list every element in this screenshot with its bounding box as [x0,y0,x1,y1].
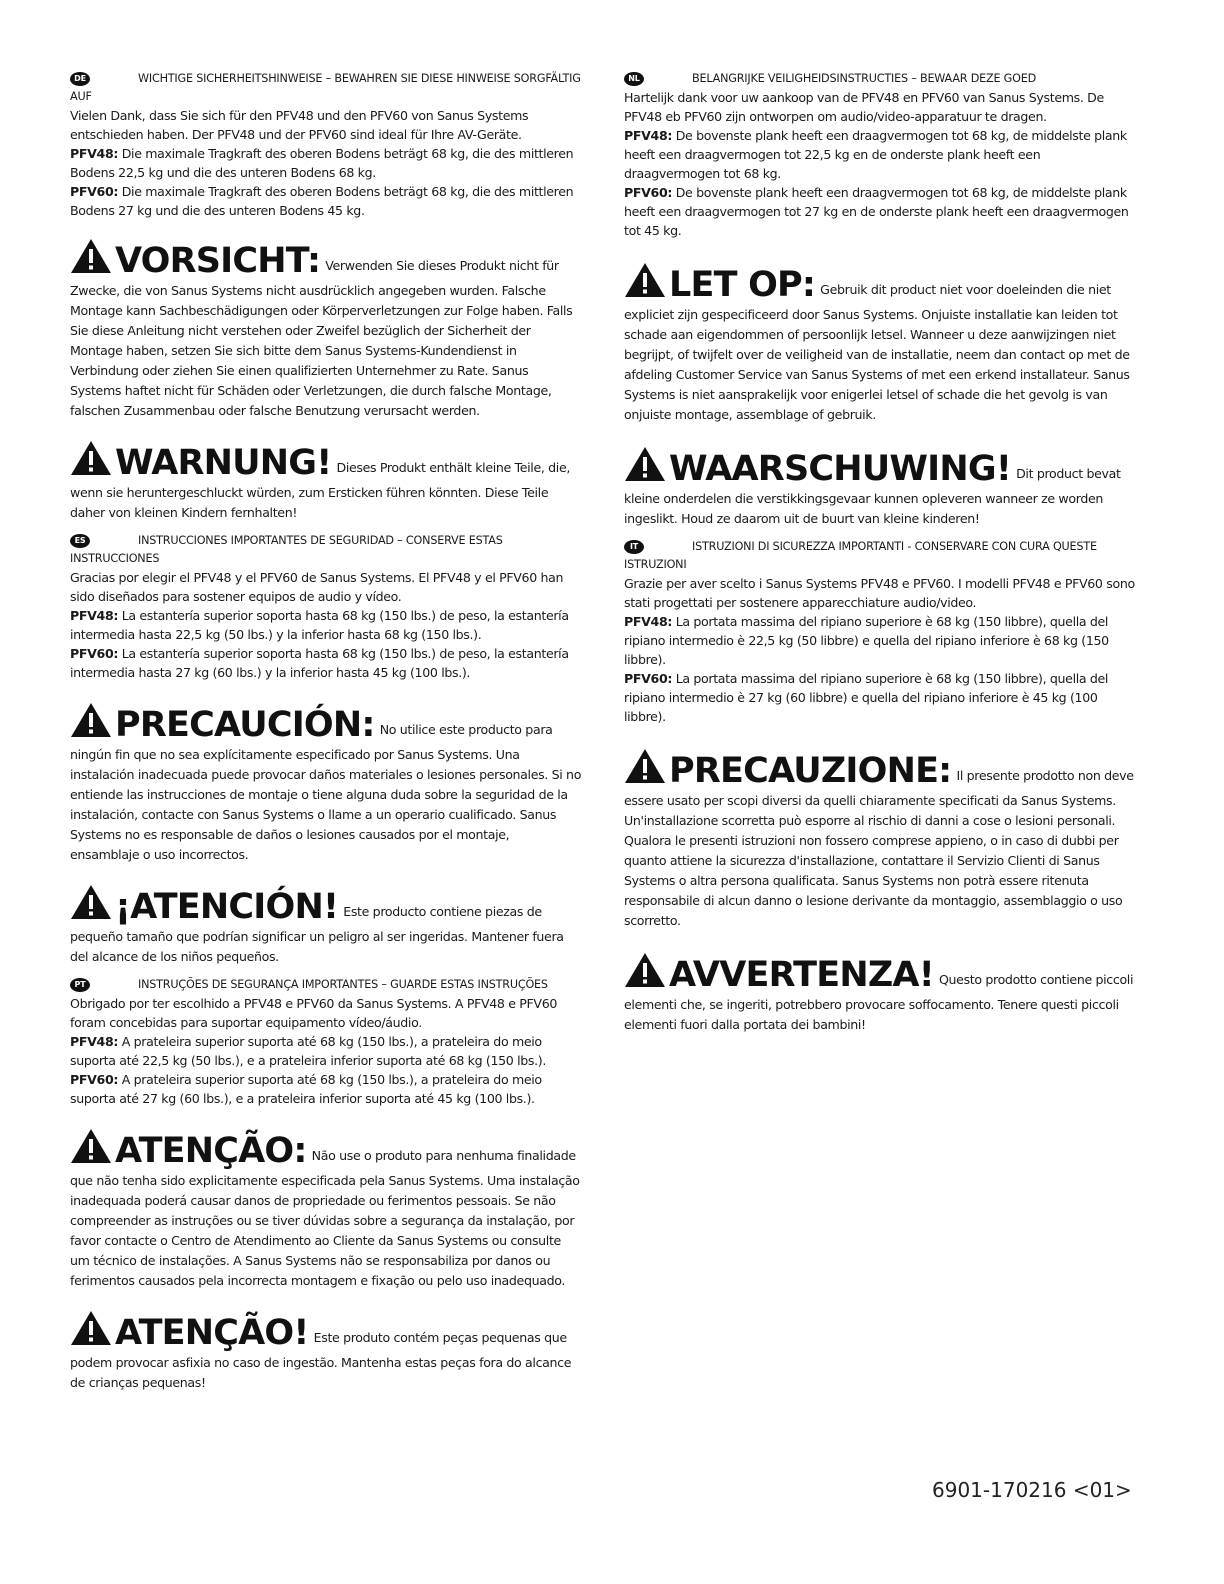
section-it [624,538,1136,1034]
pfv60-spec [624,183,1136,240]
warning-text: Questo prodotto contiene piccoli elementi che, se ingeriti, potrebbero provocare soffocamento. Tenere questi piccoli elementi fuori dalla portata dei bambini! [624,972,1134,1032]
intro-text: Grazie per aver scelto i Sanus Systems PFV48 e PFV60. I modelli PFV48 e PFV60 sono stati progettati per sostenere apparecchiature audio/video. [624,576,1135,610]
pfv60-spec [70,644,582,682]
pfv60-spec [624,669,1136,726]
warning-title: WARNUNG! [115,443,332,483]
language-badge: NL [624,72,644,86]
heading-text: ISTRUZIONI DI SICUREZZA IMPORTANTI - CONSERVARE CON CURA QUESTE ISTRUZIONI [624,540,1097,571]
intro-text: Gracias por elegir el PFV48 y el PFV60 de Sanus Systems. El PFV48 y el PFV60 han sido diseñados para sostener equipos de audio y vídeo. [70,570,564,604]
warning-triangle-icon [70,238,112,274]
pfv48-spec [70,144,582,182]
pfv60-label: PFV60: [70,646,119,661]
warning-title: WAARSCHUWING! [669,449,1011,489]
pfv48-spec [624,612,1136,669]
warning-block [624,446,1136,528]
caution-title: LET OP: [669,265,816,305]
pfv60-text: Die maximale Tragkraft des oberen Bodens beträgt 68 kg, die des mittleren Bodens 27 kg und die des unteren Bodens 45 kg. [70,184,574,218]
warning-text: Este produto contém peças pequenas que podem provocar asfixia no caso de ingestão. Mantenha estas peças fora do alcance de crianças pequenas! [70,1330,572,1390]
heading-text: WICHTIGE SICHERHEITSHINWEISE – BEWAHREN SIE DIESE HINWEISE SORGFÄLTIG AUF [70,72,581,103]
warning-triangle-icon [70,1310,112,1346]
pfv60-label: PFV60: [624,185,673,200]
warning-triangle-icon [624,952,666,988]
warning-block [70,440,582,522]
caution-text: Gebruik dit product niet voor doeleinden die niet expliciet zijn gespecificeerd door Sanus Systems. Onjuiste installatie kan leiden tot schade aan eigendommen of persoonlijk letsel. Wanneer u deze aanwijzingen niet begrijpt, of twijfelt over de veiligheid van de installatie, neem dan contact op met de afdeling Customer Service van Sanus Systems of met een erkend installateur. Sanus Systems is niet aansprakelijk voor enigerlei letsel of schade die het gevolg is van onjuiste montage, assemblage of gebruik. [624,282,1130,422]
pfv48-text: La portata massima del ripiano superiore è 68 kg (150 libbre), quella del ripiano intermedio è 22,5 kg (50 libbre) e quella del ripiano inferiore è 68 kg (150 libbre). [624,614,1109,667]
pfv48-label: PFV48: [70,608,119,623]
warning-triangle-icon [70,884,112,920]
caution-text: Não use o produto para nenhuma finalidade que não tenha sido explicitamente especificada pela Sanus Systems. Uma instalação inadequada poderá causar danos de propriedade ou ferimentos pessoais. Se não compreender as instruções ou se tiver dúvidas sobre a segurança da instalação, por favor contacte o Centro de Atendimento ao Cliente da Sanus Systems ou consulte um técnico de instalações. A Sanus Systems não se responsabiliza por danos ou ferimentos causados pela incorrecta montagem e fixação ou pelo uso inadequado. [70,1148,580,1288]
pfv60-label: PFV60: [624,671,673,686]
right-column [624,70,1136,1034]
pfv60-text: A prateleira superior suporta até 68 kg (150 lbs.), a prateleira do meio suporta até 27 kg (60 lbs.), e a prateleira inferior suporta até 45 kg (100 lbs.). [70,1072,542,1106]
section-heading [624,70,1136,88]
caution-title: ATENÇÃO: [115,1131,307,1171]
section-de [70,70,582,522]
section-heading [624,538,1136,574]
pfv48-label: PFV48: [624,614,673,629]
heading-text: BELANGRIJKE VEILIGHEIDSINSTRUCTIES – BEWAAR DEZE GOED [692,72,1037,85]
left-column [70,70,582,1392]
language-badge: ES [70,534,90,548]
warning-triangle-icon [70,702,112,738]
caution-block [70,238,582,420]
intro-text: Vielen Dank, dass Sie sich für den PFV48 und den PFV60 von Sanus Systems entschieden haben. Der PFV48 und der PFV60 sind ideal für Ihre AV-Geräte. [70,108,529,142]
caution-block [624,748,1136,930]
section-pt [70,976,582,1392]
warning-triangle-icon [624,748,666,784]
section-es [70,532,582,966]
warning-triangle-icon [70,440,112,476]
pfv48-label: PFV48: [624,128,673,143]
warning-text: Dit product bevat kleine onderdelen die verstikkingsgevaar kunnen opleveren wanneer ze worden ingeslikt. Houd ze daarom uit de buurt van kleine kinderen! [624,466,1121,526]
caution-title: VORSICHT: [115,241,321,281]
pfv48-label: PFV48: [70,1034,119,1049]
section-nl [624,70,1136,528]
pfv60-text: De bovenste plank heeft een draagvermogen tot 68 kg, de middelste plank heeft een draagvermogen tot 27 kg en de onderste plank heeft een draagvermogen tot 45 kg. [624,185,1129,238]
pfv48-spec [624,126,1136,183]
intro-text: Hartelijk dank voor uw aankoop van de PFV48 en PFV60 van Sanus Systems. De PFV48 eb PFV60 zijn ontworpen om audio/video-apparatuur te dragen. [624,90,1104,124]
warning-block [624,952,1136,1034]
pfv48-label: PFV48: [70,146,119,161]
section-heading [70,976,582,994]
warning-text: Dieses Produkt enthält kleine Teile, die, wenn sie heruntergeschluckt würden, zum Ersticken führen könnten. Diese Teile daher von kleinen Kindern fernhalten! [70,460,571,520]
pfv60-text: La portata massima del ripiano superiore è 68 kg (150 libbre), quella del ripiano intermedio è 27 kg (60 libbre) e quella del ripiano inferiore è 45 kg (100 libbre). [624,671,1109,724]
pfv48-spec [70,606,582,644]
warning-title: ATENÇÃO! [115,1313,309,1353]
caution-text: Il presente prodotto non deve essere usato per scopi diversi da quelli chiaramente specificati da Sanus Systems. Un'installazione scorretta può esporre al rischio di danni a cose o lesioni personali. Qualora le presenti istruzioni non fossero comprese appieno, o in caso di dubbi per quanto attiene la sicurezza d'installazione, contattare il Servizio Clienti di Sanus Systems o altra persona qualificata. Sanus Systems non potrà essere ritenuta responsabile di alcun danno o lesione derivante da montaggio, assemblaggio o uso scorretto. [624,768,1134,928]
heading-text: INSTRUÇÕES DE SEGURANÇA IMPORTANTES – GUARDE ESTAS INSTRUÇÕES [138,978,548,991]
pfv48-text: Die maximale Tragkraft des oberen Bodens beträgt 68 kg, die des mittleren Bodens 22,5 kg und die des unteren Bodens 68 kg. [70,146,574,180]
warning-block [70,1310,582,1392]
caution-text: Verwenden Sie dieses Produkt nicht für Zwecke, die von Sanus Systems nicht ausdrücklich angegeben wurden. Falsche Montage kann Sachbeschädigungen oder Körperverletzungen zur Folge haben. Falls Sie diese Anleitung nicht verstehen oder Zweifel bezüglich der Sicherheit der Montage haben, setzen Sie sich bitte dem Sanus Systems-Kundendienst in Verbindung oder ziehen Sie einen qualifizierten Unternehmer zu Rate. Sanus Systems haftet nicht für Schäden oder Verletzungen, die durch falsche Montage, falschen Zusammenbau oder falsche Benutzung verursacht werden. [70,258,573,418]
pfv48-text: La estantería superior soporta hasta 68 kg (150 lbs.) de peso, la estantería intermedia hasta 22,5 kg (50 lbs.) y la inferior hasta 68 kg (150 lbs.). [70,608,569,642]
warning-text: Este producto contiene piezas de pequeño tamaño que podrían significar un peligro al ser ingeridas. Mantener fuera del alcance de los niños pequeños. [70,904,564,964]
intro-text: Obrigado por ter escolhido a PFV48 e PFV60 da Sanus Systems. A PFV48 e PFV60 foram concebidas para suportar equipamento vídeo/áudio. [70,996,558,1030]
caution-block [70,1128,582,1290]
pfv60-spec [70,182,582,220]
warning-triangle-icon [70,1128,112,1164]
pfv60-label: PFV60: [70,1072,119,1087]
caution-title: PRECAUCIÓN: [115,705,375,745]
pfv48-text: De bovenste plank heeft een draagvermogen tot 68 kg, de middelste plank heeft een draagvermogen tot 22,5 kg en de onderste plank heeft een draagvermogen tot 68 kg. [624,128,1127,181]
pfv60-label: PFV60: [70,184,119,199]
language-badge: PT [70,978,90,992]
pfv48-spec [70,1032,582,1070]
caution-text: No utilice este producto para ningún fin que no sea explícitamente especificado por Sanus Systems. Una instalación inadecuada puede provocar daños materiales o lesiones personales. Si no entiende las instrucciones de montaje o tiene alguna duda sobre la seguridad de la instalación, contacte con Sanus Systems o llame a un operario cualificado. Sanus Systems no es responsable de daños o lesiones causados por el montaje, ensamblaje o uso incorrectos. [70,722,582,862]
caution-title: PRECAUZIONE: [669,751,952,791]
warning-title: AVVERTENZA! [669,955,934,995]
section-heading [70,532,582,568]
pfv60-text: La estantería superior soporta hasta 68 kg (150 lbs.) de peso, la estantería intermedia hasta 27 kg (60 lbs.) y la inferior hasta 45 kg (100 lbs.). [70,646,569,680]
language-badge: DE [70,72,90,86]
warning-title: ¡ATENCIÓN! [115,887,339,927]
warning-triangle-icon [624,446,666,482]
caution-block [70,702,582,864]
warning-triangle-icon [624,262,666,298]
pfv60-spec [70,1070,582,1108]
section-heading [70,70,582,106]
caution-block [624,262,1136,424]
warning-block [70,884,582,966]
heading-text: INSTRUCCIONES IMPORTANTES DE SEGURIDAD – CONSERVE ESTAS INSTRUCCIONES [70,534,503,565]
pfv48-text: A prateleira superior suporta até 68 kg (150 lbs.), a prateleira do meio suporta até 22,5 kg (50 lbs.), e a prateleira inferior suporta até 68 kg (150 lbs.). [70,1034,546,1068]
language-badge: IT [624,540,644,554]
document-code: 6901-170216 <01> [932,1478,1132,1502]
